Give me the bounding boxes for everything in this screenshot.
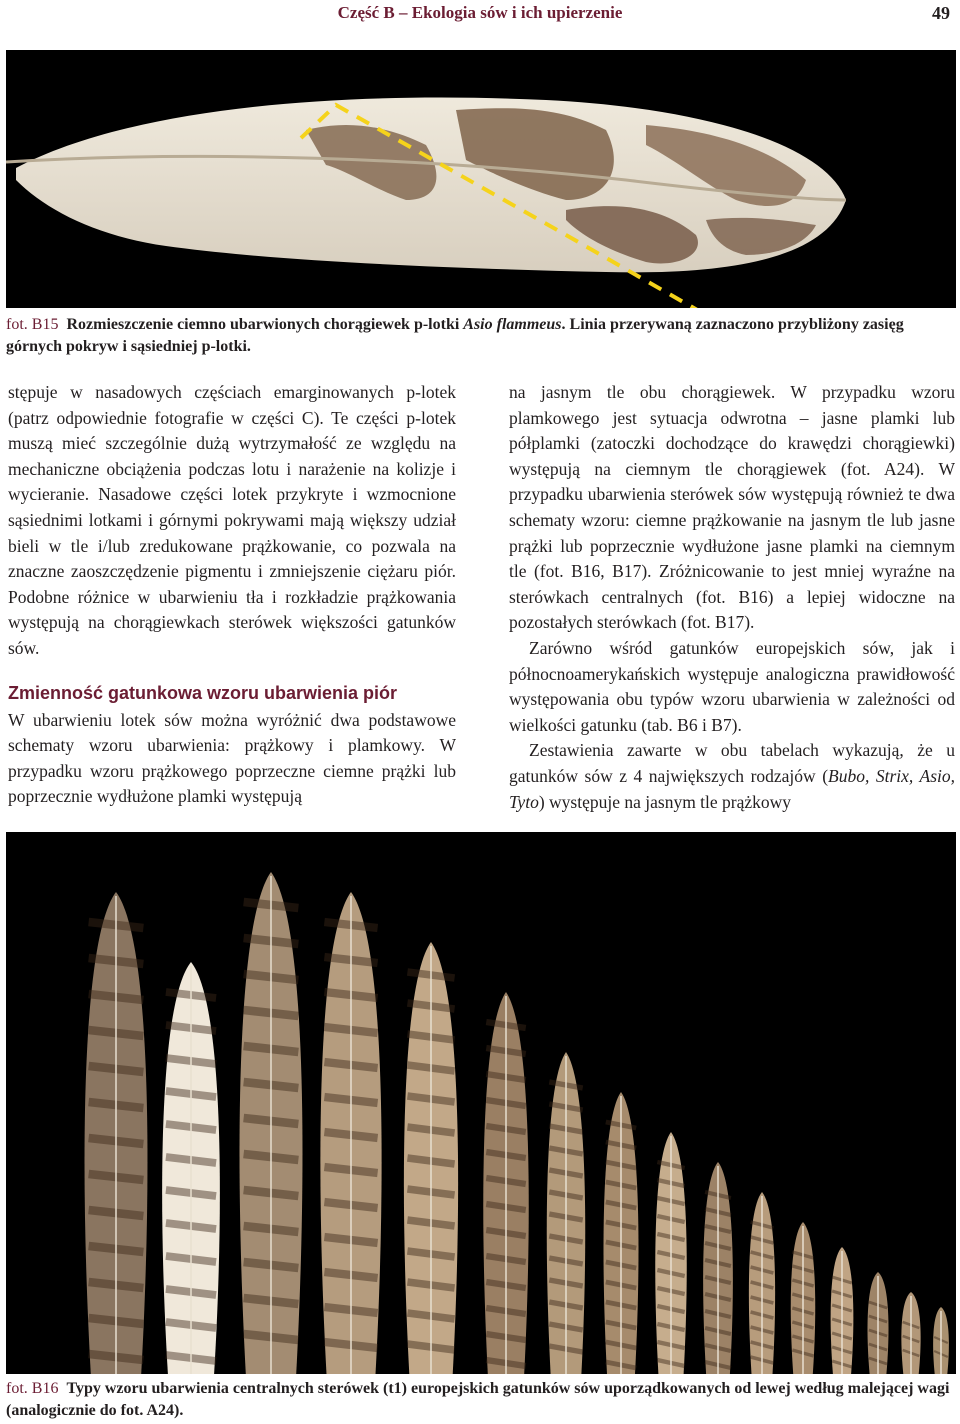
caption-text: Rozmieszczenie ciemno ubarwionych chorągiewek p-lotki xyxy=(66,316,464,333)
right-column xyxy=(509,380,955,815)
feather-illustration xyxy=(6,50,956,308)
figure-label: fot. B16 xyxy=(6,1380,59,1397)
paragraph xyxy=(509,738,955,815)
genus-names: Bubo, Strix, Asio, Tyto xyxy=(509,765,955,812)
running-title: Część B – Ekologia sów i ich upierzenie xyxy=(337,3,623,22)
caption-text: Typy wzoru ubarwienia centralnych sterówek (t1) europejskich gatunków sów uporządkowanych od lewej według malejącej wagi (analogicznie do fot. A24). xyxy=(6,1380,950,1419)
paragraph: W ubarwieniu lotek sów można wyróżnić dwa podstawowe schematy wzoru ubarwienia: prążkowy i plamkowy. W przypadku wzoru prążkowego poprzeczne ciemne prążki lub poprzecznie wydłużone plamki występują xyxy=(8,709,456,807)
left-column xyxy=(8,380,456,810)
page-number: 49 xyxy=(932,3,950,23)
paragraph-text: ) występuje na jasnym tle prążkowy xyxy=(538,791,792,812)
feathers-row-illustration xyxy=(6,832,956,1374)
feather-photo-b15 xyxy=(6,50,956,308)
figure-label: fot. B15 xyxy=(6,316,59,333)
section-heading: Zmienność gatunkowa wzoru ubarwienia piór xyxy=(8,682,398,703)
paragraph: stępuje w nasadowych częściach emarginowanych p-lotek (patrz odpowiednie fotografie w części C). Te części p-lotek muszą mieć szczególnie dużą wytrzymałość ze względu na mechaniczne obciążenia podczas lotu i narażenie na kolizje i wycieranie. Nasadowe części lotek przykryte i wzmocnione sąsiednimi lotkami i górnymi pokrywami mają większy udział bieli w tle i/lub zredukowane prążkowanie, co pozwala na znaczne zaoszczędzenie pigmentu i zmniejszenie ciężaru piór. Podobne różnice w ubarwieniu tła i rozkładzie prążkowania występują na chorągiewkach sterówek większości gatunków sów. xyxy=(8,382,456,658)
feathers-photo-b16 xyxy=(6,832,956,1374)
paragraph: na jasnym tle obu chorągiewek. W przypadku wzoru plamkowego jest sytuacja odwrotna – jasne plamki lub półplamki (zatoczki dochodzące do krawędzi chorągiewki) występują na ciemnym tle chorągiewek (fot. A24). W przypadku ubarwienia sterówek sów występują również te dwa schematy wzoru: ciemne prążkowanie na jasnym tle lub jasne prążki lub poprzecznie wydłużone jasne plamki na ciemnym tle (fot. B16, B17). Zróżnicowanie to jest mniej wyraźne na sterówkach centralnych (fot. B16) a lepiej widoczne na pozostałych sterówkach (fot. B17). xyxy=(509,382,955,633)
figure-caption-b16 xyxy=(6,1378,956,1422)
paragraph: Zarówno wśród gatunków europejskich sów, jak i północnoamerykańskich występuje analogiczna prawidłowość występowania obu typów wzoru ubarwienia w zależności od wielkości gatunku (tab. B6 i B7). xyxy=(509,637,955,735)
species-name: Asio flammeus xyxy=(463,316,562,333)
figure-caption-b15 xyxy=(6,314,956,358)
caption-text: . Linia przerywaną zaznaczono przybliżony zasięg górnych pokryw i sąsiedniej p-lotki. xyxy=(6,316,904,355)
paragraph-text: Zestawienia zawarte w obu tabelach wykazują, że u gatunków sów z 4 największych rodzajów ( xyxy=(509,740,955,786)
